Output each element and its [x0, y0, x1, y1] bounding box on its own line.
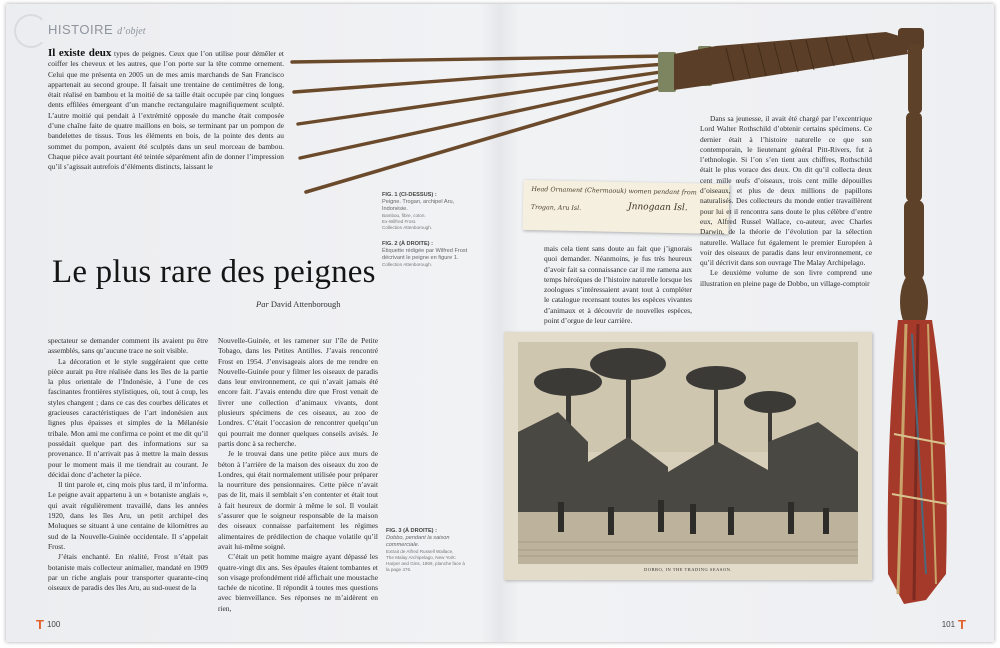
handwritten-line: Head Ornament (Chermaouk) women pendant from: [531, 186, 697, 197]
fig1-detail: Collection Attenborough.: [382, 225, 433, 230]
paragraph: Je le trouvai dans une petite pièce aux murs de béton à l’arrière de la maison des oiseaux du zoo de Londres, qui était normalement utilisée pour préparer la nourriture des pensionnaires. Cette pièce n’avait pas de lit, mais il semblait s’en contenter et était tout à fait heureux de dormir à même le sol. Il voulait s’assurer que le soigneur responsable de la maison des oiseaux connaisse parfaitement les régimes alimentaires de prédilection de chaque volatile qu’il avait lui-même soigné.: [218, 449, 378, 551]
article-title: Le plus rare des peignes: [52, 254, 376, 290]
comb-binding: [658, 52, 676, 92]
paragraph: Il tint parole et, cinq mois plus tard, il m’informa. Le peigne avait appartenu à un « botaniste anglais », qui avait régulièrement travaillé, dans les années 1920, dans les îles Aru, un petit archipel des Moluques se situant à une centaine de kilomètres au sud de la Nouvelle-Guinée occidentale. Il s’appelait Frost.: [48, 480, 208, 551]
fig3-detail: la page 476.: [386, 567, 412, 572]
paragraph: Nouvelle-Guinée, et les ramener sur l’île de Petite Tobago, dans les Petites Antilles. J’avais rencontré Frost en 1954. J’envisageais alors de me rendre en Nouvelle-Guinée pour y filmer les oiseaux de paradis dans leur environnement, ce qui n’avait jamais été encore fait. J’avais entendu dire que Frost venait de livrer une collection d’animaux vivants, dont plusieurs spécimens de ces oiseaux, au zoo de Londres. C’était l’occasion de rencontrer quelqu’un qui pourrait me donner quelques conseils avisés. Je partis donc à sa recherche.: [218, 336, 378, 448]
lead-word: Il existe deux: [48, 47, 112, 59]
comb-tooth: [292, 56, 666, 62]
body-column-3: [544, 244, 692, 326]
comb-tooth: [300, 78, 670, 158]
engraving-caption: DOBBO, IN THE TRADING SEASON.: [643, 567, 733, 572]
intro-text: types de peignes. Ceux que l’on utilise pour démêler et coiffer les cheveux et les autres, que l’on porte sur la tête comme ornement. Celui que me présenta en 2005 un de mes amis marchands de San Francisco appartenait au second groupe. Il faisait une trentaine de centimètres de long, était réalisé en bambou et la moitié de sa taille était occupée par cinq longues dents effilées émergeant d’un manche rectangulaire magnifiquement sculpté. L’autre moitié qui pendait à l’extrémité opposée du manche était composée d’une chaîne faite de quatre maillons en bois, se terminant par un pompon de bandelettes de tissus. Tous les éléments en bois, de la pointe des dents au sommet du pompon, avaient été sculptés dans un seul morceau de bambou. Chaque pièce avait pourtant été teintée séparément afin de donner l’impression qu’il s’agissait autrefois d’éléments distincts, laissant le: [48, 49, 284, 172]
engraving-dobbo: [504, 332, 872, 580]
fig1-caption: [382, 192, 478, 231]
intro-paragraph: [48, 48, 284, 173]
engraving-illustration: [518, 342, 858, 564]
page-number-right: 101: [941, 620, 956, 629]
fig1-detail: Ex-Wilfred Frost.: [382, 219, 417, 224]
page-number-left: 100: [46, 620, 61, 629]
byline: [256, 299, 341, 309]
folio-right: [942, 617, 966, 632]
paragraph: Dans sa jeunesse, il avait été chargé par l’excentrique Lord Walter Rothschild d’obtenir certains spécimens. Ce dernier était à l’histoire naturelle ce que son contemporain, le lieutenant général Pitt-Rivers, fut à l’ethnologie. Si l’on s’en tient aux chiffres, Rothschild était le plus vorace des deux. On dit qu’il collecta deux cent mille œufs d’oiseaux, trois cent mille dépouilles d’oiseaux, et plus de deux millions de papillons naturalisés. Des collecteurs du monde entier travaillèrent pour lui et il rencontra sans doute le plus célèbre d’entre eux, Alfred Russel Wallace, co-auteur, avec Charles Darwin, de la théorie de l’évolution par la sélection naturelle. Wallace fut également le premier Européen à voir des oiseaux de paradis dans leur environnement, ce qu’il décrivit dans son ouvrage The Malay Archipelago.: [700, 114, 872, 268]
body-column-1: [48, 336, 208, 593]
fig3-detail: Harper and Gins, 1869, planche face à: [386, 561, 465, 566]
paragraph: Le deuxième volume de son livre comprend une illustration en pleine page de Dobbo, un village-comptoir: [700, 268, 872, 288]
comb-tassel: [888, 320, 948, 604]
body-column-2: [218, 336, 378, 614]
rubric-sub: d’objet: [117, 26, 146, 37]
intro-column: [48, 48, 284, 173]
fig1-label: FIG. 1 (CI-DESSUS) :: [382, 192, 437, 198]
paragraph: spectateur se demander comment ils avaient pu être assemblés, sans qu’aucune trace ne soit visible.: [48, 336, 208, 356]
comb-chain: [900, 44, 928, 332]
folio-left: [36, 617, 60, 632]
rubric-main: HISTOIRE: [48, 22, 114, 37]
fig3-detail: Extrait de Alfred Russell Wallace,: [386, 549, 454, 554]
comb-teeth: [292, 56, 672, 192]
handwritten-label: [522, 180, 729, 234]
paragraph: mais cela tient sans doute au fait que j’ignorais quoi demander. Néanmoins, je fus très heureux d’avoir fait sa connaissance car il me ramena aux temps héroïques de l’histoire naturelle lorsque les zoologues s’intéressaient avant tout à compléter le catalogue recensant toutes les espèces vivantes d’animaux et à découvrir de nouvelles espèces, point d’orgue de leur carrière.: [544, 244, 692, 326]
magazine-logo-icon: T: [36, 617, 44, 632]
paragraph: La décoration et le style suggéraient que cette pièce aurait pu être réalisée dans les îles de la partie la plus orientale de l’Indonésie, à l’une de ces fascinantes frontières stylistiques, où, tout à coup, les styles changent ; dans ce cas des courbes délicates et gracieuses caractéristiques de l’art indonésien aux lignes plus épaisses et simples de la Mélanésie tribale. Mon ami me confirma ce point et me dit qu’il possédait quelque part des informations sur sa provenance. Il n’arrivait pas à mettre la main dessus pour le moment mais il me tiendrait au courant. Je décidai donc d’acheter la pièce.: [48, 356, 208, 479]
byline-author: David Attenborough: [270, 299, 341, 309]
fig1-title: Peigne. Trogan, archipel Aru, Indonésie.: [382, 199, 455, 212]
fig2-detail: Collection Attenborough.: [382, 262, 433, 267]
decorative-swirl-icon: [14, 14, 48, 48]
magazine-logo-icon: T: [958, 617, 966, 632]
paragraph: C’était un petit homme maigre ayant dépassé les quatre-vingt dix ans. Ses épaules étaient tombantes et son visage profondément ridé affichait une moustache tachée de nicotine. Il répondit à toutes mes questions avec bienveillance. Ses réponses ne m’aidèrent en rien,: [218, 552, 378, 613]
fig2-label: FIG. 2 (À DROITE) :: [382, 241, 433, 247]
byline-prefix: Par: [256, 299, 269, 309]
fig3-title: Dobbo, pendant la saison commerciale.: [386, 535, 450, 548]
paragraph: J’étais enchanté. En réalité, Frost n’était pas botaniste mais collecteur animalier, mandaté en 1909 par un riche anglais pour transporter quarante-cinq oiseaux de paradis des îles Aru, au sud-ouest de la: [48, 552, 208, 593]
fig2-caption: [382, 241, 478, 268]
body-column-4: [700, 114, 872, 289]
fig2-title: Étiquette rédigée par Wilfred Frost décrivant le peigne en figure 1.: [382, 248, 468, 261]
section-rubric: [48, 22, 146, 37]
comb-handle: [674, 32, 908, 90]
comb-tooth: [306, 84, 672, 192]
magazine-spread: [6, 4, 994, 642]
fig3-detail: The Malay Archipelago, New York:: [386, 555, 456, 560]
fig1-detail: Bambou, fibre, coton.: [382, 213, 426, 218]
fig3-caption: [386, 528, 476, 573]
handwritten-line: Jnnogaan Isl.: [627, 202, 688, 214]
handwritten-line: Trogan, Aru Isl.: [530, 204, 582, 213]
fig3-label: FIG. 3 (À DROITE) :: [386, 528, 437, 534]
